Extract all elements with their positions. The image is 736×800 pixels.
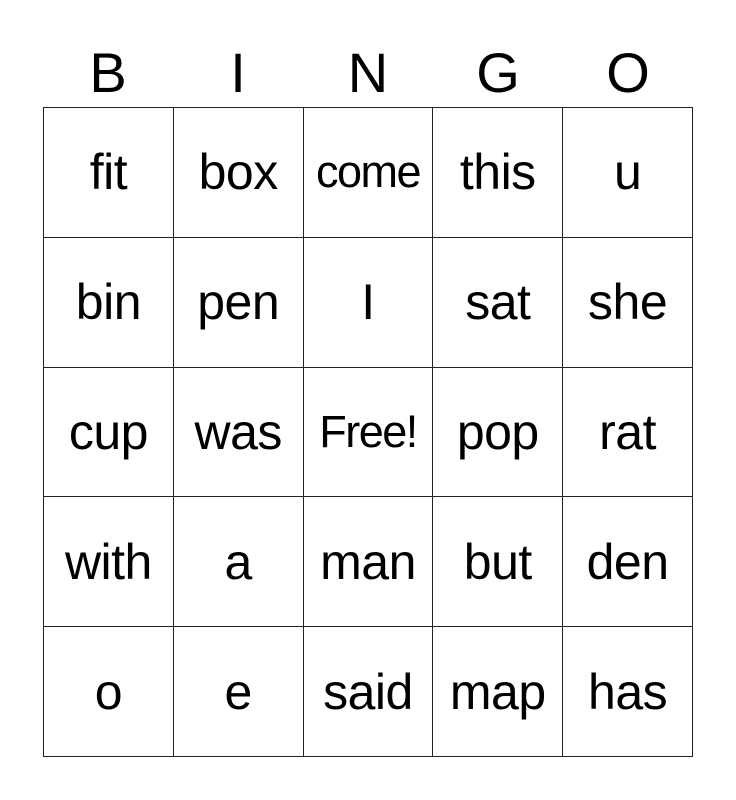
bingo-cell: fit bbox=[44, 108, 174, 238]
bingo-cell: den bbox=[563, 497, 693, 627]
header-letter-b: B bbox=[89, 41, 127, 104]
bingo-cell: map bbox=[433, 627, 563, 757]
bingo-cell: u bbox=[563, 108, 693, 238]
bingo-cell: come bbox=[304, 108, 434, 238]
bingo-cell: has bbox=[563, 627, 693, 757]
bingo-cell: sat bbox=[433, 238, 563, 368]
bingo-board bbox=[43, 107, 693, 757]
bingo-cell: e bbox=[174, 627, 304, 757]
bingo-cell: man bbox=[304, 497, 434, 627]
bingo-cell: this bbox=[433, 108, 563, 238]
bingo-cell: cup bbox=[44, 368, 174, 498]
bingo-cell: box bbox=[174, 108, 304, 238]
bingo-cell: pen bbox=[174, 238, 304, 368]
bingo-cell: but bbox=[433, 497, 563, 627]
bingo-cell: pop bbox=[433, 368, 563, 498]
bingo-cell: was bbox=[174, 368, 304, 498]
bingo-cell: bin bbox=[44, 238, 174, 368]
header-letter-n: N bbox=[347, 41, 389, 104]
free-space-cell: Free! bbox=[304, 368, 434, 498]
header-letter-g: G bbox=[476, 41, 520, 104]
bingo-cell: with bbox=[44, 497, 174, 627]
bingo-cell: I bbox=[304, 238, 434, 368]
bingo-cell: rat bbox=[563, 368, 693, 498]
bingo-cell: said bbox=[304, 627, 434, 757]
header-letter-i: I bbox=[230, 41, 246, 104]
bingo-header bbox=[43, 38, 693, 108]
bingo-cell: she bbox=[563, 238, 693, 368]
bingo-cell: a bbox=[174, 497, 304, 627]
bingo-cell: o bbox=[44, 627, 174, 757]
header-letter-o: O bbox=[606, 41, 650, 104]
